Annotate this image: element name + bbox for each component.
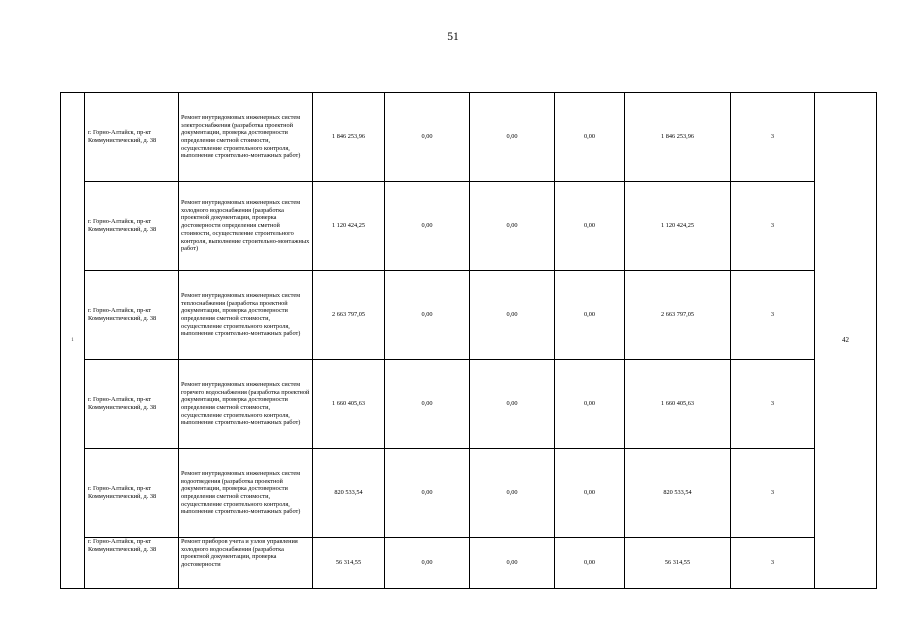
value-cell: 0,00 bbox=[470, 538, 555, 589]
cost-cell: 1 120 424,25 bbox=[313, 182, 385, 271]
value-cell: 0,00 bbox=[385, 538, 470, 589]
cost-cell: 2 663 797,05 bbox=[313, 271, 385, 360]
value-cell: 0,00 bbox=[385, 271, 470, 360]
term-cell: 3 bbox=[731, 271, 815, 360]
term-cell: 3 bbox=[731, 182, 815, 271]
total-cell: 1 846 253,96 bbox=[625, 93, 731, 182]
total-cell: 1 660 405,63 bbox=[625, 360, 731, 449]
cost-cell: 56 314,55 bbox=[313, 538, 385, 589]
cost-cell: 1 846 253,96 bbox=[313, 93, 385, 182]
table-row bbox=[61, 271, 877, 360]
work-description-cell: Ремонт внутридомовых инженерных систем горячего водоснабжения (разработка проектной документации, проверка достоверности определения сметной стоимости, осуществление строительного контроля, выполнение строительно-монтажных работ) bbox=[179, 360, 313, 449]
total-cell: 2 663 797,05 bbox=[625, 271, 731, 360]
value-cell: 0,00 bbox=[555, 538, 625, 589]
group-code: 42 bbox=[815, 93, 877, 589]
address-cell: г. Горно-Алтайск, пр-кт Коммунистический, д. 38 bbox=[85, 449, 179, 538]
address-cell: г. Горно-Алтайск, пр-кт Коммунистический, д. 38 bbox=[85, 271, 179, 360]
value-cell: 0,00 bbox=[555, 449, 625, 538]
address-cell: г. Горно-Алтайск, пр-кт Коммунистический, д. 38 bbox=[85, 538, 179, 589]
value-cell: 0,00 bbox=[555, 271, 625, 360]
address-cell: г. Горно-Алтайск, пр-кт Коммунистический, д. 38 bbox=[85, 182, 179, 271]
address-cell: г. Горно-Алтайск, пр-кт Коммунистический, д. 38 bbox=[85, 360, 179, 449]
value-cell: 0,00 bbox=[470, 360, 555, 449]
work-description-cell: Ремонт внутридомовых инженерных систем водоотведения (разработка проектной документации, проверка достоверности определения сметной стоимости, осуществление строительного контроля, выполнение строительно-монтажных работ) bbox=[179, 449, 313, 538]
table-row bbox=[61, 538, 877, 589]
cost-cell: 1 660 405,63 bbox=[313, 360, 385, 449]
work-description-cell: Ремонт внутридомовых инженерных систем электроснабжения (разработка проектной документации, проверка достоверности определения сметной стоимости, осуществление строительного контроля, выполнение строительно-монтажных работ) bbox=[179, 93, 313, 182]
term-cell: 3 bbox=[731, 360, 815, 449]
term-cell: 3 bbox=[731, 449, 815, 538]
work-description-cell: Ремонт внутридомовых инженерных систем холодного водоснабжения (разработка проектной документации, проверка достоверности определения сметной стоимости, осуществление строительного контроля, выполнение строительно-монтажных работ) bbox=[179, 182, 313, 271]
cost-cell: 820 533,54 bbox=[313, 449, 385, 538]
table-row bbox=[61, 182, 877, 271]
value-cell: 0,00 bbox=[385, 360, 470, 449]
total-cell: 56 314,55 bbox=[625, 538, 731, 589]
value-cell: 0,00 bbox=[555, 182, 625, 271]
value-cell: 0,00 bbox=[385, 93, 470, 182]
term-cell: 3 bbox=[731, 93, 815, 182]
total-cell: 1 120 424,25 bbox=[625, 182, 731, 271]
address-cell: г. Горно-Алтайск, пр-кт Коммунистический, д. 38 bbox=[85, 93, 179, 182]
table-row bbox=[61, 93, 877, 182]
value-cell: 0,00 bbox=[470, 182, 555, 271]
page-number: 51 bbox=[447, 31, 459, 43]
value-cell: 0,00 bbox=[385, 182, 470, 271]
term-cell: 3 bbox=[731, 538, 815, 589]
capital-repair-table bbox=[60, 92, 877, 589]
table-row bbox=[61, 449, 877, 538]
value-cell: 0,00 bbox=[555, 93, 625, 182]
value-cell: 0,00 bbox=[470, 271, 555, 360]
work-description-cell: Ремонт приборов учета и узлов управления холодного водоснабжения (разработка проектной документации, проверка достоверности bbox=[179, 538, 313, 589]
table-row bbox=[61, 360, 877, 449]
total-cell: 820 533,54 bbox=[625, 449, 731, 538]
value-cell: 0,00 bbox=[555, 360, 625, 449]
group-row-number: 1 bbox=[61, 93, 85, 589]
work-description-cell: Ремонт внутридомовых инженерных систем теплоснабжения (разработка проектной документации, проверка достоверности определения сметной стоимости, осуществление строительного контроля, выполнение строительно-монтажных работ) bbox=[179, 271, 313, 360]
value-cell: 0,00 bbox=[470, 93, 555, 182]
value-cell: 0,00 bbox=[385, 449, 470, 538]
value-cell: 0,00 bbox=[470, 449, 555, 538]
